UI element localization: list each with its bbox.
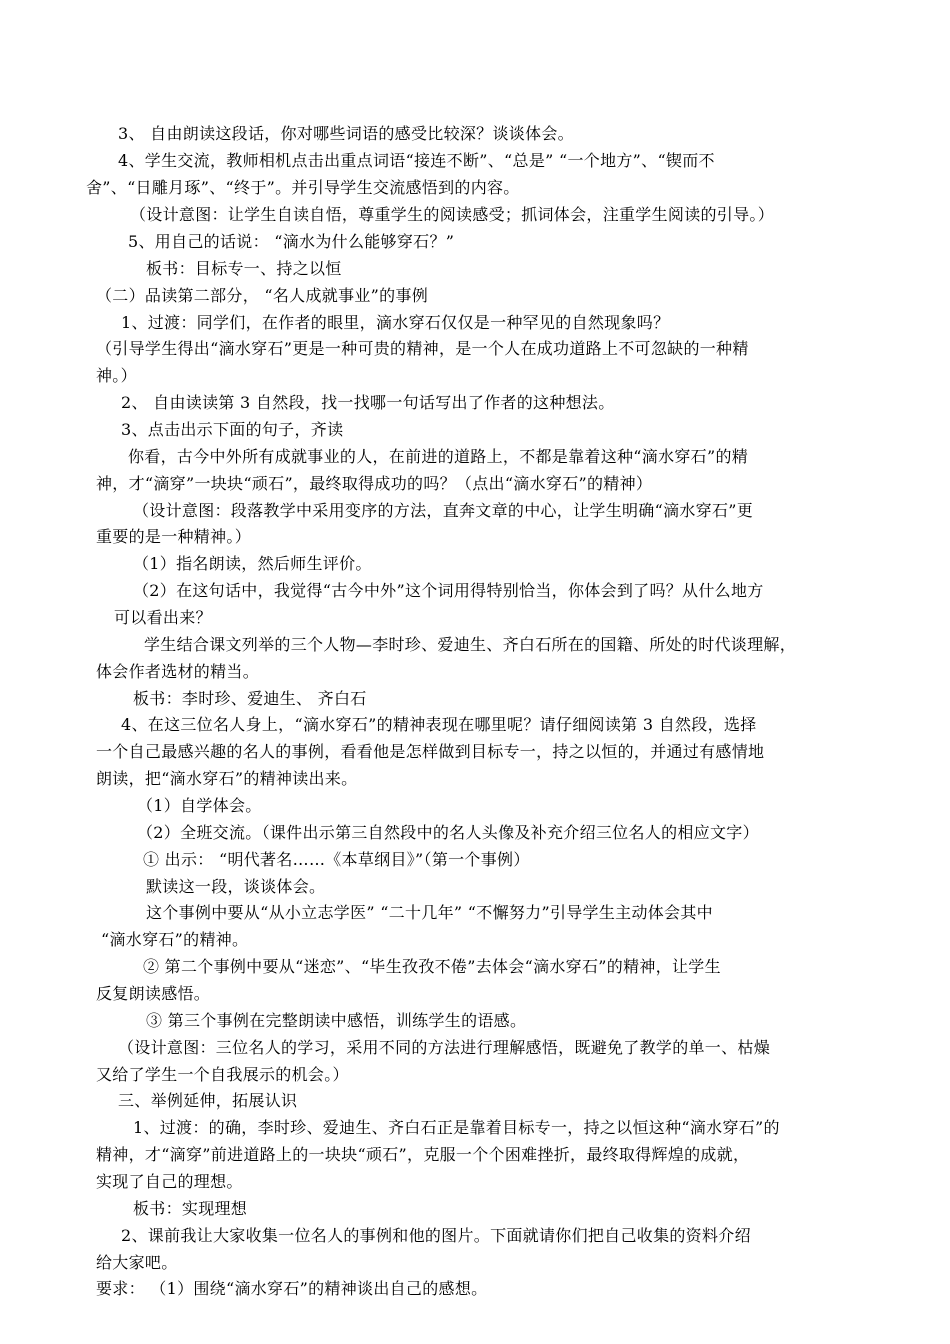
- text-line: 4、在这三位名人身上，“滴水穿石”的精神表现在哪里呢？请仔细阅读第 3 自然段，选择: [121, 715, 757, 734]
- text-line: 可以看出来？: [114, 608, 212, 627]
- text-line: 板书：目标专一、持之以恒: [146, 259, 342, 278]
- text-line: （设计意图：段落教学中采用变序的方法，直奔文章的中心，让学生明确“滴水穿石”更: [133, 501, 754, 520]
- text-line: 你看，古今中外所有成就事业的人，在前进的道路上，不都是靠着这种“滴水穿石”的精: [128, 447, 749, 466]
- text-line: 又给了学生一个自我展示的机会。）: [96, 1065, 349, 1084]
- text-line: 5、用自己的话说： “滴水为什么能够穿石？”: [128, 232, 455, 251]
- text-line: ② 第二个事例中要从“迷恋”、“毕生孜孜不倦”去体会“滴水穿石”的精神，让学生: [143, 957, 721, 976]
- text-line: 精神，才“滴穿”前进道路上的一块块“顽石”，克服一个个困难挫折，最终取得辉煌的成就，: [96, 1145, 750, 1164]
- text-line: 朗读，把“滴水穿石”的精神读出来。: [96, 769, 358, 788]
- text-line: 一个自己最感兴趣的名人的事例，看看他是怎样做到目标专一，持之以恒的，并通过有感情地: [96, 742, 765, 761]
- text-line: ① 出示： “明代著名……《本草纲目》”（第一个事例）: [143, 850, 530, 869]
- text-line: 3、 自由朗读这段话，你对哪些词语的感受比较深？谈谈体会。: [118, 124, 574, 143]
- text-line: 反复朗读感悟。: [96, 984, 211, 1003]
- text-line: 板书：实现理想: [133, 1199, 248, 1218]
- text-line: （1）自学体会。: [137, 796, 262, 815]
- text-line: （2）在这句话中，我觉得“古今中外”这个词用得特别恰当，你体会到了吗？从什么地方: [133, 581, 764, 600]
- section-heading: 三、举例延伸，拓展认识: [118, 1091, 298, 1110]
- text-line: 重要的是一种精神。）: [96, 527, 252, 546]
- text-line: 实现了自己的理想。: [96, 1172, 243, 1191]
- text-line: 默读这一段，谈谈体会。: [146, 877, 326, 896]
- text-line: 1、过渡：的确，李时珍、爱迪生、齐白石正是靠着目标专一，持之以恒这种“滴水穿石”的: [133, 1118, 780, 1137]
- text-line: 要求： （1）围绕“滴水穿石”的精神谈出自己的感想。: [96, 1279, 488, 1298]
- text-line: （设计意图：三位名人的学习，采用不同的方法进行理解感悟，既避免了教学的单一、枯燥: [118, 1038, 771, 1057]
- text-line: （引导学生得出“滴水穿石”更是一种可贵的精神，是一个人在成功道路上不可忽缺的一种精: [96, 339, 749, 358]
- text-line: 神，才“滴穿”一块块“顽石”，最终取得成功的吗？（点出“滴水穿石”的精神）: [96, 474, 653, 493]
- text-line: 板书：李时珍、爱迪生、 齐白石: [133, 689, 367, 708]
- text-line: 舍”、“日雕月琢”、“终于”。并引导学生交流感悟到的内容。: [86, 178, 520, 197]
- text-line: 学生结合课文列举的三个人物—李时珍、爱迪生、齐白石所在的国籍、所处的时代谈理解，: [144, 635, 797, 654]
- text-line: 神。）: [96, 366, 137, 385]
- text-line: 3、点击出示下面的句子，齐读: [121, 420, 344, 439]
- text-line: （设计意图：让学生自读自悟，尊重学生的阅读感受；抓词体会，注重学生阅读的引导。）: [130, 205, 775, 224]
- text-line: 给大家吧。: [96, 1253, 178, 1272]
- text-line: （1）指名朗读，然后师生评价。: [133, 554, 372, 573]
- text-line: 2、 自由读读第 3 自然段，找一找哪一句话写出了作者的这种想法。: [121, 393, 615, 412]
- text-line: ③ 第三个事例在完整朗读中感悟，训练学生的语感。: [146, 1011, 527, 1030]
- section-heading: （二）品读第二部分， “名人成就事业”的事例: [96, 286, 429, 305]
- text-line: 1、过渡：同学们，在作者的眼里，滴水穿石仅仅是一种罕见的自然现象吗？: [121, 313, 670, 332]
- text-line: “滴水穿石”的精神。: [101, 930, 249, 949]
- text-line: （2）全班交流。（课件出示第三自然段中的名人头像及补充介绍三位名人的相应文字）: [137, 823, 759, 842]
- text-line: 2、课前我让大家收集一位名人的事例和他的图片。下面就请你们把自己收集的资料介绍: [121, 1226, 751, 1245]
- text-line: 这个事例中要从“从小立志学医” “二十几年” “不懈努力”引导学生主动体会其中: [146, 903, 713, 922]
- text-line: 体会作者选材的精当。: [96, 662, 260, 681]
- text-line: 4、学生交流，教师相机点击出重点词语“接连不断”、“总是” “一个地方”、“锲而不: [118, 151, 715, 170]
